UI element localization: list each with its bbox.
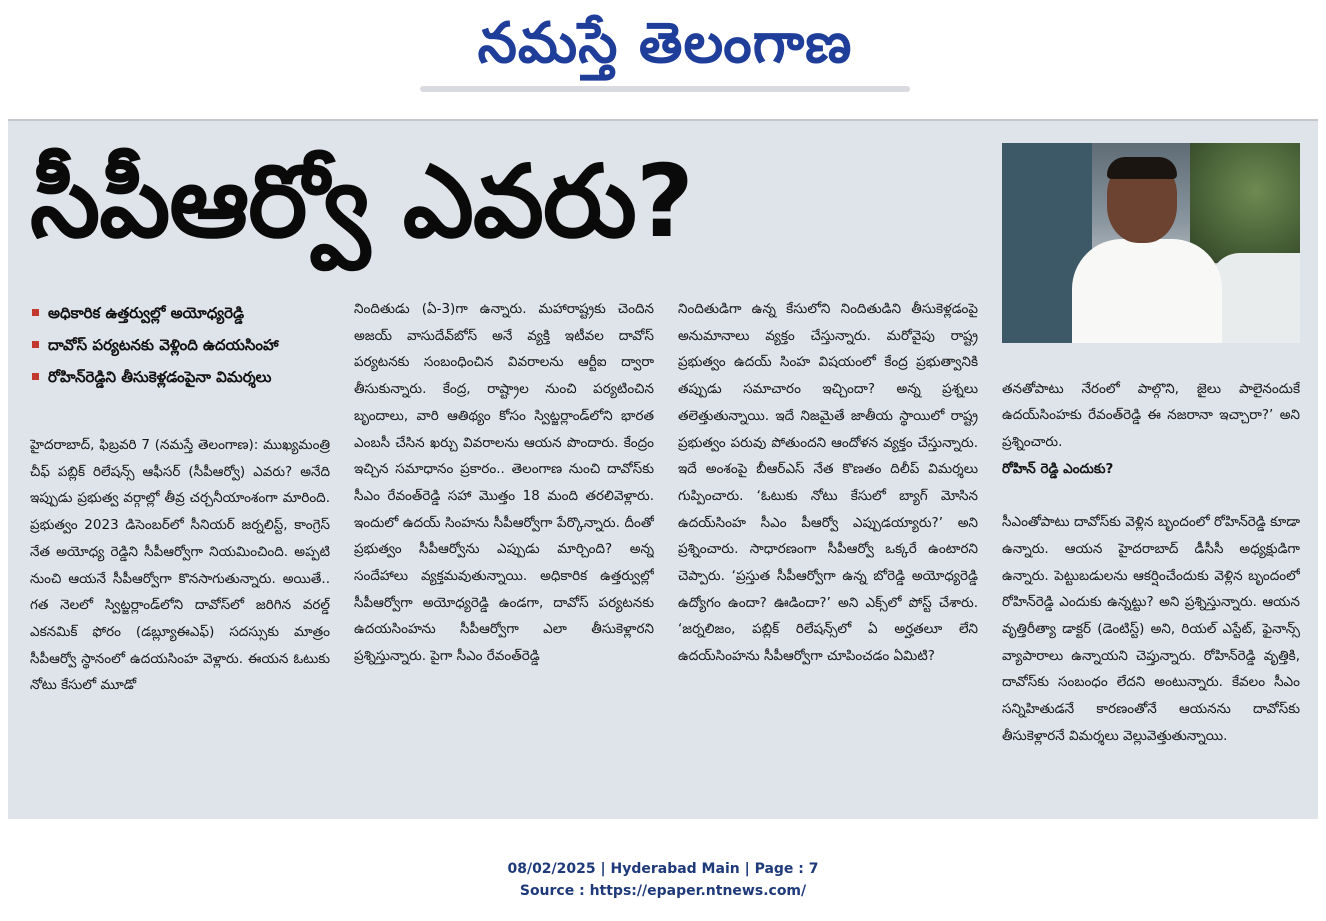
article-photo: [1002, 143, 1300, 343]
masthead: [0, 0, 1326, 100]
bullet-text: దావోస్ పర్యటనకు వెళ్లింది ఉదయసింహా: [48, 336, 279, 354]
highlight-bullets: [30, 297, 330, 393]
article-column-2: నిందితుడు (ఏ-3)గా ఉన్నారు. మహారాష్ట్రకు చెందిన అజయ్ వాసుదేవ్‌బోస్ అనే వ్యక్తి ఇటీవల దావోస్ పర్యటనకు సంబంధించిన వివరాలను ఆర్టీఐ ద్వారా తీసుకున్నారు. కేంద్ర, రాష్ట్రాల నుంచి పర్యటించిన బృందాలు, వారి ఆతిథ్యం కోసం స్విట్జర్లాండ్‌లోని భారత ఎంబసీ చేసిన ఖర్చు వివరాలను ఆయన పొందారు. కేంద్రం ఇచ్చిన సమాధానం ప్రకారం.. తెలంగాణ నుంచి దావోస్‌కు సీఎం రేవంత్‌రెడ్డి సహా మొత్తం 18 మంది తరలివెళ్లారు. ఇందులో ఉదయ్ సింహను సీపీఆర్వోగా పేర్కొన్నారు. దీంతో ప్రభుత్వం సీపీఆర్వోను ఎప్పుడు మార్చింది? అన్న సందేహాలు వ్యక్తమవుతున్నాయి. అధికారిక ఉత్తర్వుల్లో సీపీఆర్వోగా అయోధ్యరెడ్డి ఉండగా, దావోస్ పర్యటనకు ఉదయసింహను సీపీఆర్వోగా ఎలా తీసుకెళ్లారని ప్రశ్నిస్తున్నారు. పైగా సీఎం రేవంత్‌రెడ్డి: [354, 301, 654, 665]
bullet-square-icon: [32, 309, 39, 316]
page-footer: [0, 858, 1326, 902]
bullet-point: [30, 361, 330, 393]
footer-edition-info: 08/02/2025 | Hyderabad Main | Page : 7: [507, 861, 819, 877]
article-column-4: [1002, 349, 1300, 799]
article-column-1: హైదరాబాద్, ఫిబ్రవరి 7 (నమస్తే తెలంగాణ): ముఖ్యమంత్రి చీఫ్ పబ్లిక్ రిలేషన్స్ ఆఫీసర్ (సీపీఆర్వో) ఎవరు? అనేది ఇప్పుడు ప్రభుత్వ వర్గాల్లో తీవ్ర చర్చనీయాంశంగా మారింది. ప్రభుత్వం 2023 డిసెంబర్‌లో సీనియర్ జర్నలిస్ట్, కాంగ్రెస్ నేత అయోధ్య రెడ్డిని సీపీఆర్వోగా నియమించింది. అప్పటి నుంచి ఆయనే సీపీఆర్వోగా కొనసాగుతున్నారు. అయితే.. గత నెలలో స్విట్జర్లాండ్‌లోని దావోస్‌లో జరిగిన వరల్డ్ ఎకనమిక్ ఫోరం (డబ్ల్యూఈఎఫ్) సదస్సుకు మాత్రం సీపీఆర్వో స్థానంలో ఉదయసింహ వెళ్లారు. ఈయన ఓటుకు నోటు కేసులో మూడో: [30, 437, 330, 694]
column-4-intro: తనతోపాటు నేరంలో పాల్గొని, జైలు పాలైనందుకే ఉదయ్‌సింహకు రేవంత్‌రెడ్డి ఈ నజరానా ఇచ్చారా?’ అని ప్రశ్నించారు.: [1002, 380, 1300, 451]
bullet-square-icon: [32, 341, 39, 348]
photo-background-tree: [1190, 143, 1300, 263]
logo-underline: [420, 86, 910, 92]
article-clipping: [8, 119, 1318, 819]
article-headline: సీపీఆర్వో ఎవరు?: [30, 143, 693, 260]
column-4-body: సీఎంతోపాటు దావోస్‌కు వెళ్లిన బృందంలో రోహిన్‌రెడ్డి కూడా ఉన్నారు. ఆయన హైదరాబాద్ డీసీసీ అధ్యక్షుడిగా ఉన్నారు. పెట్టుబడులను ఆకర్షించేందుకు వెళ్లిన బృందంలో రోహిన్‌రెడ్డి ఎందుకు ఉన్నట్టు? అని ప్రశ్నిస్తున్నారు. ఆయన వృత్తిరీత్యా డాక్టర్ (డెంటిస్ట్) అని, రియల్ ఎస్టేట్, ఫైనాన్స్ వ్యాపారాలు ఉన్నాయని చెప్తున్నారు. రోహిన్‌రెడ్డి వృత్తికి, దావోస్‌కు సంబంధం లేదని అంటున్నారు. కేవలం సీఎం సన్నిహితుడనే కారణంతోనే ఆయనను దావోస్‌కు తీసుకెళ్లారనే విమర్శలు వెల్లువెత్తుతున్నాయి.: [1002, 514, 1300, 744]
subhead: రోహిన్ రెడ్డి ఎందుకు?: [1002, 460, 1114, 477]
footer-source: Source : https://epaper.ntnews.com/: [519, 883, 807, 899]
newspaper-logo: నమస్తే తెలంగాణ: [477, 11, 853, 76]
photo-car: [1210, 253, 1300, 343]
bullet-text: అధికారిక ఉత్తర్వుల్లో అయోధ్యరెడ్డి: [48, 304, 245, 322]
photo-person-hair: [1107, 157, 1177, 179]
photo-person-shirt: [1072, 239, 1222, 343]
article-column-3: నిందితుడిగా ఉన్న కేసులోని నిందితుడిని తీసుకెళ్లడంపై అనుమానాలు వ్యక్తం చేస్తున్నారు. మరోవైపు రాష్ట్ర ప్రభుత్వం ఉదయ్ సింహ విషయంలో కేంద్ర ప్రభుత్వానికి తప్పుడు సమాచారం ఇచ్చిందా? అన్న ప్రశ్నలు తలెత్తుతున్నాయి. ఇదే నిజమైతే జాతీయ స్థాయిలో రాష్ట్ర ప్రభుత్వం పరువు పోతుందని ఆందోళన వ్యక్తం చేస్తున్నారు. ఇదే అంశంపై బీఆర్‌ఎస్ నేత కొణతం దిలీప్ విమర్శలు గుప్పించారు. ‘ఓటుకు నోటు కేసులో బ్యాగ్ మోసిన ఉదయ్‌సింహ సీఎం పీఆర్వో ఎప్పుడయ్యారు?’ అని ప్రశ్నించారు. సాధారణంగా సీపీఆర్వో ఒక్కరే ఉంటారని చెప్పారు. ‘ప్రస్తుత సీపీఆర్వోగా ఉన్న బోరెడ్డి అయోధ్యరెడ్డి ఉద్యోగం ఉందా? ఊడిందా?’ అని ఎక్స్‌లో పోస్ట్ చేశారు. ‘జర్నలిజం, పబ్లిక్ రిలేషన్స్‌లో ఏ అర్హతలూ లేని ఉదయ్‌సింహను సీపీఆర్వోగా చూపించడం ఏమిటి?: [678, 301, 978, 665]
bullet-point: [30, 297, 330, 329]
bullet-text: రోహిన్‌రెడ్డిని తీసుకెళ్లడంపైనా విమర్శలు: [48, 368, 272, 386]
bullet-square-icon: [32, 373, 39, 380]
bullet-point: [30, 329, 330, 361]
